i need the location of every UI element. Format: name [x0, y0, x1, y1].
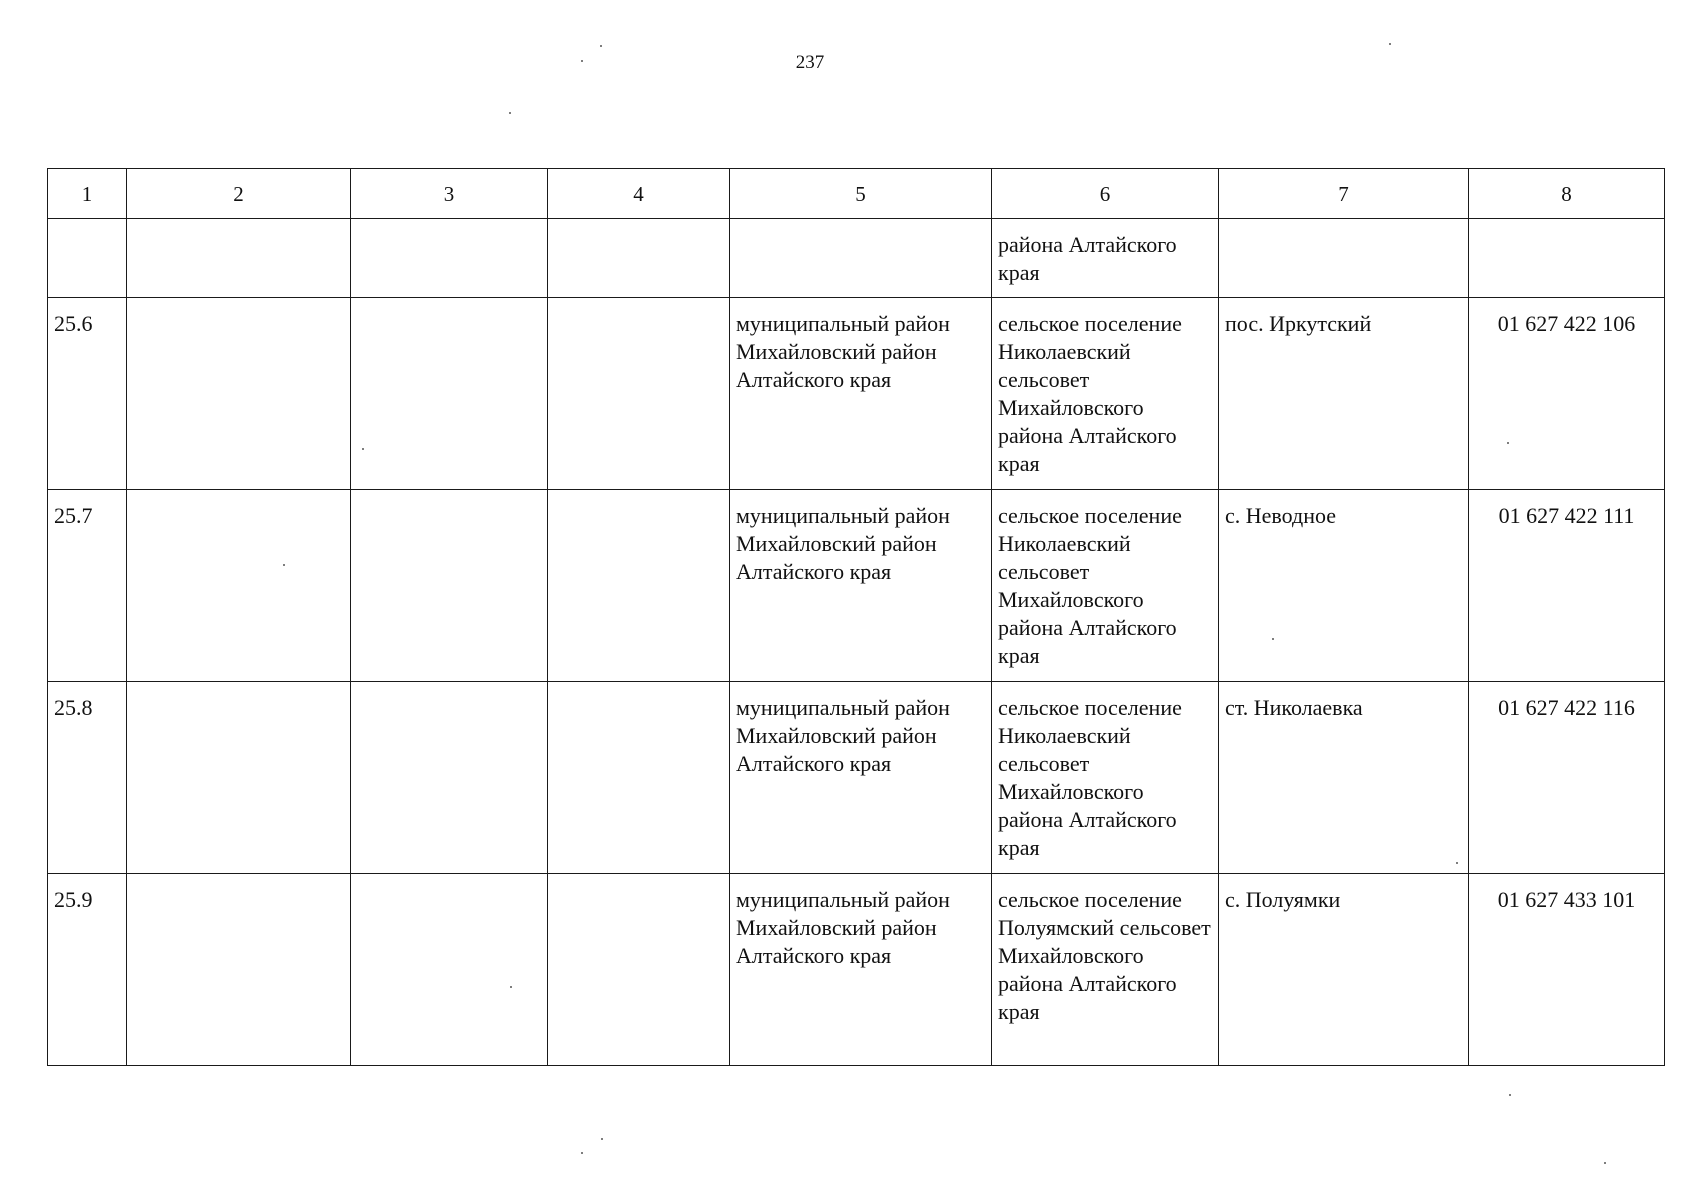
column-header-3: 3	[351, 169, 548, 219]
cell-code: 01 627 433 101	[1469, 874, 1665, 1066]
cell-col2	[127, 682, 351, 874]
cell-number: 25.9	[48, 874, 127, 1066]
cell-district: муниципальный район Михайловский район Алтайского края	[730, 874, 992, 1066]
column-number-row	[48, 169, 1665, 219]
cell-col2	[127, 874, 351, 1066]
scan-speck	[581, 60, 583, 62]
cell-empty	[548, 219, 730, 298]
cell-empty	[1469, 219, 1665, 298]
page-number: 237	[795, 52, 825, 73]
scan-speck	[362, 448, 364, 450]
cell-number: 25.6	[48, 298, 127, 490]
scan-speck	[1272, 638, 1274, 640]
column-header-8: 8	[1469, 169, 1665, 219]
cell-col4	[548, 682, 730, 874]
cell-code: 01 627 422 111	[1469, 490, 1665, 682]
cell-settlement: сельское поселение Полуямский сельсовет Михайловского района Алтайского края	[992, 874, 1219, 1066]
table-row	[48, 874, 1665, 1066]
cell-col2	[127, 298, 351, 490]
cell-locality: пос. Иркутский	[1219, 298, 1469, 490]
cell-district: муниципальный район Михайловский район Алтайского края	[730, 490, 992, 682]
table-row	[48, 298, 1665, 490]
cell-settlement: сельское поселение Николаевский сельсовет Михайловского района Алтайского края	[992, 490, 1219, 682]
scan-speck	[509, 112, 511, 114]
scan-speck	[600, 45, 602, 47]
cell-empty	[1219, 219, 1469, 298]
cell-district: муниципальный район Михайловский район Алтайского края	[730, 298, 992, 490]
column-header-5: 5	[730, 169, 992, 219]
column-header-4: 4	[548, 169, 730, 219]
column-header-6: 6	[992, 169, 1219, 219]
table-row	[48, 682, 1665, 874]
cell-col4	[548, 874, 730, 1066]
scan-speck	[1604, 1162, 1606, 1164]
column-header-7: 7	[1219, 169, 1469, 219]
cell-settlement: сельское поселение Николаевский сельсовет Михайловского района Алтайского края	[992, 682, 1219, 874]
cell-empty	[48, 219, 127, 298]
cell-locality: ст. Николаевка	[1219, 682, 1469, 874]
scan-speck	[283, 564, 285, 566]
cell-settlement: сельское поселение Николаевский сельсовет Михайловского района Алтайского края	[992, 298, 1219, 490]
cell-locality: с. Неводное	[1219, 490, 1469, 682]
cell-code: 01 627 422 106	[1469, 298, 1665, 490]
cell-settlement-continued: района Алтайского края	[992, 219, 1219, 298]
cell-district: муниципальный район Михайловский район Алтайского края	[730, 682, 992, 874]
continuation-row	[48, 219, 1665, 298]
column-header-1: 1	[48, 169, 127, 219]
cell-code: 01 627 422 116	[1469, 682, 1665, 874]
settlement-registry-table	[47, 168, 1665, 1066]
table-row	[48, 490, 1665, 682]
cell-number: 25.8	[48, 682, 127, 874]
cell-col3	[351, 874, 548, 1066]
cell-empty	[127, 219, 351, 298]
scan-speck	[581, 1152, 583, 1154]
cell-locality: с. Полуямки	[1219, 874, 1469, 1066]
cell-number: 25.7	[48, 490, 127, 682]
scan-speck	[601, 1138, 603, 1140]
cell-col4	[548, 298, 730, 490]
scan-speck	[1507, 442, 1509, 444]
cell-empty	[730, 219, 992, 298]
cell-col3	[351, 682, 548, 874]
scan-speck	[1389, 43, 1391, 45]
scan-speck	[1509, 1094, 1511, 1096]
cell-empty	[351, 219, 548, 298]
column-header-2: 2	[127, 169, 351, 219]
cell-col3	[351, 298, 548, 490]
scan-speck	[1456, 862, 1458, 864]
scan-speck	[510, 986, 512, 988]
cell-col3	[351, 490, 548, 682]
cell-col4	[548, 490, 730, 682]
cell-col2	[127, 490, 351, 682]
